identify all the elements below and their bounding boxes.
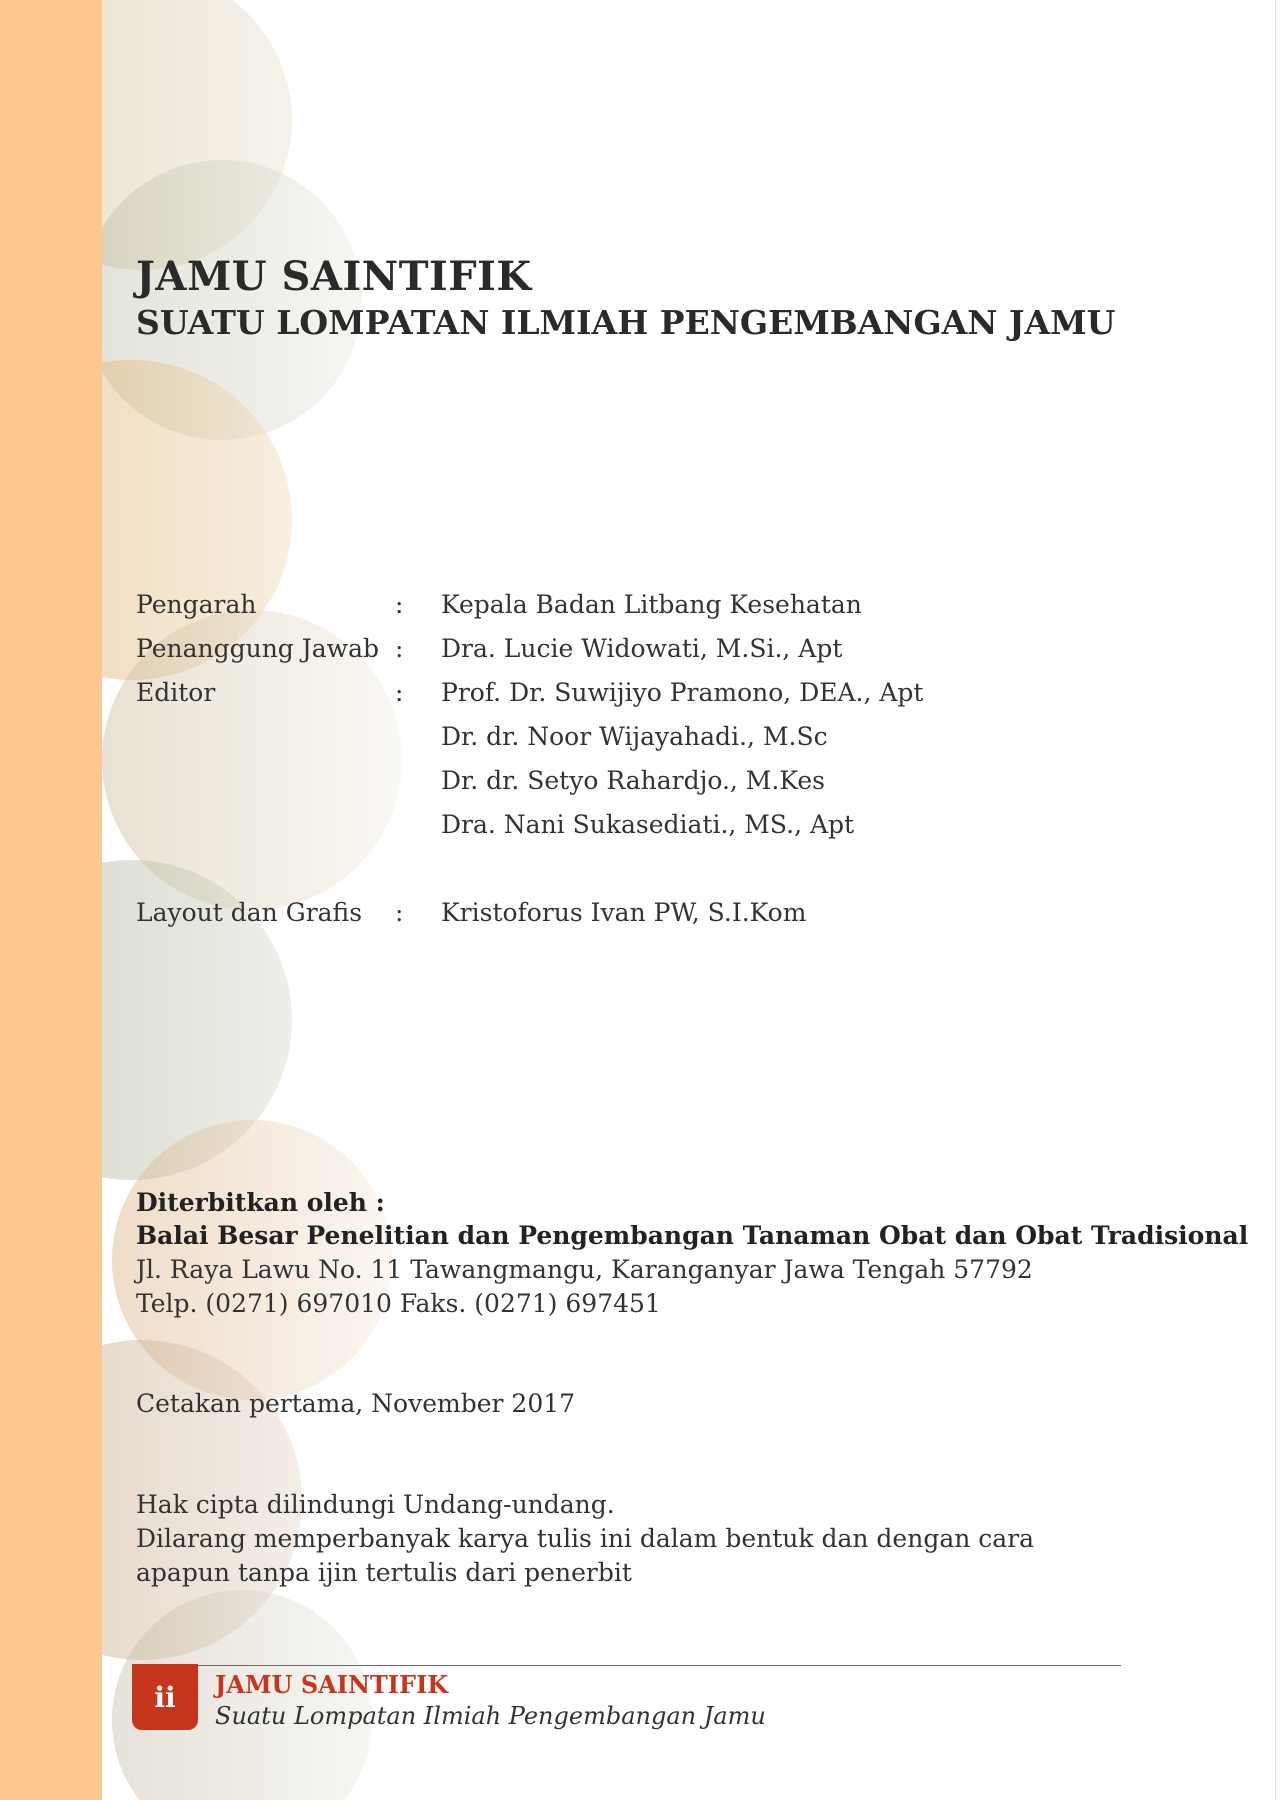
edition-info: Cetakan pertama, November 2017	[136, 1389, 576, 1418]
credit-value-penanggung-jawab: Dra. Lucie Widowati, M.Si., Apt	[441, 634, 843, 663]
credit-value-layout: Kristoforus Ivan PW, S.I.Kom	[441, 898, 807, 927]
credit-label-editor: Editor	[136, 678, 216, 707]
side-color-strip	[0, 0, 102, 1800]
credit-value-editor-1: Prof. Dr. Suwijiyo Pramono, DEA., Apt	[441, 678, 924, 707]
publisher-name: Balai Besar Penelitian dan Pengembangan Tanaman Obat dan Obat Tradisional	[136, 1221, 1249, 1250]
credit-colon: :	[395, 678, 404, 707]
publisher-phone: Telp. (0271) 697010 Faks. (0271) 697451	[136, 1289, 661, 1318]
footer-subtitle: Suatu Lompatan Ilmiah Pengembangan Jamu	[215, 1702, 766, 1730]
copyright-line-3: apapun tanpa ijin tertulis dari penerbit	[136, 1558, 632, 1587]
page-edge-rule	[1275, 0, 1276, 1800]
publisher-address: Jl. Raya Lawu No. 11 Tawangmangu, Karanganyar Jawa Tengah 57792	[136, 1255, 1033, 1284]
credit-value-editor-2: Dr. dr. Noor Wijayahadi., M.Sc	[441, 722, 828, 751]
copyright-line-1: Hak cipta dilindungi Undang-undang.	[136, 1490, 615, 1519]
footer-title: JAMU SAINTIFIK	[215, 1670, 449, 1699]
credit-colon: :	[395, 898, 404, 927]
copyright-line-2: Dilarang memperbanyak karya tulis ini dalam bentuk dan dengan cara	[136, 1524, 1035, 1553]
footer-rule	[136, 1665, 1121, 1666]
credit-value-pengarah: Kepala Badan Litbang Kesehatan	[441, 590, 862, 619]
page-title: JAMU SAINTIFIK	[136, 253, 532, 300]
credit-colon: :	[395, 634, 404, 663]
credit-label-penanggung-jawab: Penanggung Jawab	[136, 634, 379, 663]
credit-value-editor-4: Dra. Nani Sukasediati., MS., Apt	[441, 810, 855, 839]
publisher-heading: Diterbitkan oleh :	[136, 1188, 385, 1217]
page-subtitle: SUATU LOMPATAN ILMIAH PENGEMBANGAN JAMU	[136, 303, 1116, 342]
credit-colon: :	[395, 590, 404, 619]
page-number-badge: ii	[132, 1664, 198, 1730]
credit-label-layout: Layout dan Grafis	[136, 898, 363, 927]
credit-value-editor-3: Dr. dr. Setyo Rahardjo., M.Kes	[441, 766, 825, 795]
credit-label-pengarah: Pengarah	[136, 590, 257, 619]
